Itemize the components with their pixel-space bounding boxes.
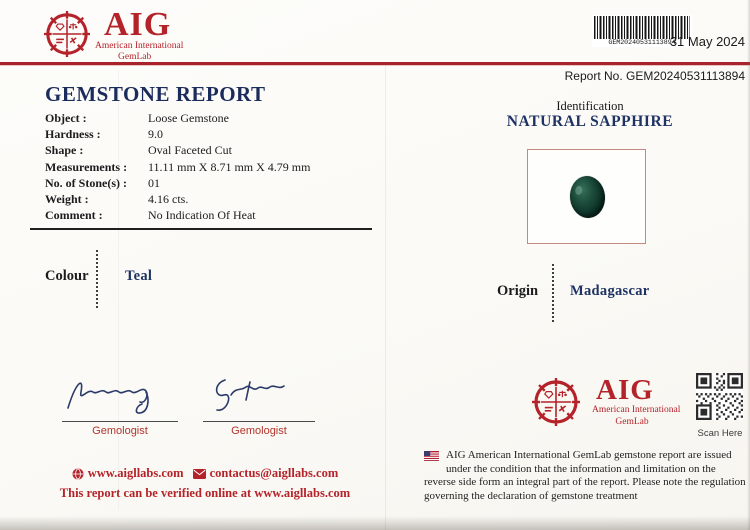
field-label: Comment : (45, 208, 103, 223)
field-value: 4.16 cts. (148, 192, 189, 207)
qr-block (696, 373, 744, 439)
field-row-measurements (45, 159, 367, 175)
globe-icon (72, 468, 84, 480)
disclaimer (424, 449, 748, 503)
footer-brand-name: AIG (596, 374, 654, 406)
field-value: Loose Gemstone (148, 110, 229, 125)
footer-aig-logo (532, 378, 580, 426)
bottom-scan-shadow (0, 516, 750, 530)
us-flag-icon (424, 451, 439, 466)
field-row-weight (45, 191, 367, 207)
origin-label: Origin (497, 283, 539, 299)
contact-links (30, 466, 380, 481)
field-row-comment (45, 208, 367, 224)
field-label: Weight : (45, 192, 89, 207)
brand-name: AIG (104, 6, 172, 43)
colour-value: Teal (125, 268, 153, 284)
report-date: 31 May 2024 (669, 34, 745, 49)
signature-block-2 (203, 372, 315, 437)
report-number: Report No. GEM20240531113894 (564, 69, 745, 83)
origin-value: Madagascar (570, 283, 650, 299)
field-label: Measurements : (45, 159, 128, 174)
aig-seal-icon (44, 11, 90, 57)
signature-underline (203, 421, 315, 422)
field-label: Object : (45, 110, 87, 125)
disclaimer-text: AIG American International GemLab gemstone report are issued under the condition that the information and limitation on the reverse side form an integral part of the report. Please note the regulation governing the declaration of gemstone treatment (424, 449, 746, 502)
left-fold-line (118, 70, 119, 510)
identification-value: NATURAL SAPPHIRE (506, 113, 674, 130)
email-link: contactus@aigllabs.com (209, 466, 339, 480)
website-link: www.aigllabs.com (87, 466, 184, 480)
red-divider (0, 62, 750, 65)
identification-label: Identification (556, 99, 624, 113)
signature-block-1 (62, 372, 178, 437)
field-value: 9.0 (148, 126, 163, 141)
footer-brand-line1: American International (592, 405, 681, 415)
barcode-text: GEM20240531113894 (608, 39, 676, 46)
field-row-shape (45, 143, 367, 159)
field-label: No. of Stone(s) : (45, 175, 127, 190)
envelope-icon (193, 469, 206, 479)
fields-table (45, 110, 367, 224)
signature-stroke-icon (203, 372, 311, 416)
center-fold-line (385, 66, 386, 530)
field-value: Oval Faceted Cut (148, 143, 232, 158)
field-value: 01 (148, 175, 160, 190)
signature-title: Gemologist (231, 425, 287, 438)
field-value: No Indication Of Heat (148, 208, 256, 223)
email-link-group (193, 466, 339, 481)
colour-separator (96, 250, 98, 308)
origin-separator (552, 264, 554, 322)
field-row-object (45, 110, 367, 126)
brand-line2: GemLab (118, 52, 152, 62)
gem-image (568, 174, 607, 219)
footer-brand-line2: GemLab (615, 417, 649, 427)
field-row-hardness (45, 126, 367, 142)
signature-underline (62, 421, 178, 422)
report-title: GEMSTONE REPORT (45, 82, 266, 106)
black-divider (30, 228, 372, 230)
colour-label: Colour (45, 268, 89, 284)
field-value: 11.11 mm X 8.71 mm X 4.79 mm (148, 159, 311, 174)
qr-code (696, 373, 743, 420)
brand-line1: American International (95, 41, 184, 51)
aig-seal-icon (532, 378, 580, 426)
field-label: Shape : (45, 143, 84, 158)
aig-logo (44, 11, 90, 57)
verify-text: This report can be verified online at www.aigllabs.com (59, 486, 351, 500)
website-link-group (72, 466, 184, 481)
field-label: Hardness : (45, 126, 101, 141)
gem-photo-frame (527, 149, 646, 244)
signature-title: Gemologist (92, 425, 148, 438)
field-row-stones (45, 175, 367, 191)
qr-caption: Scan Here (697, 428, 743, 439)
